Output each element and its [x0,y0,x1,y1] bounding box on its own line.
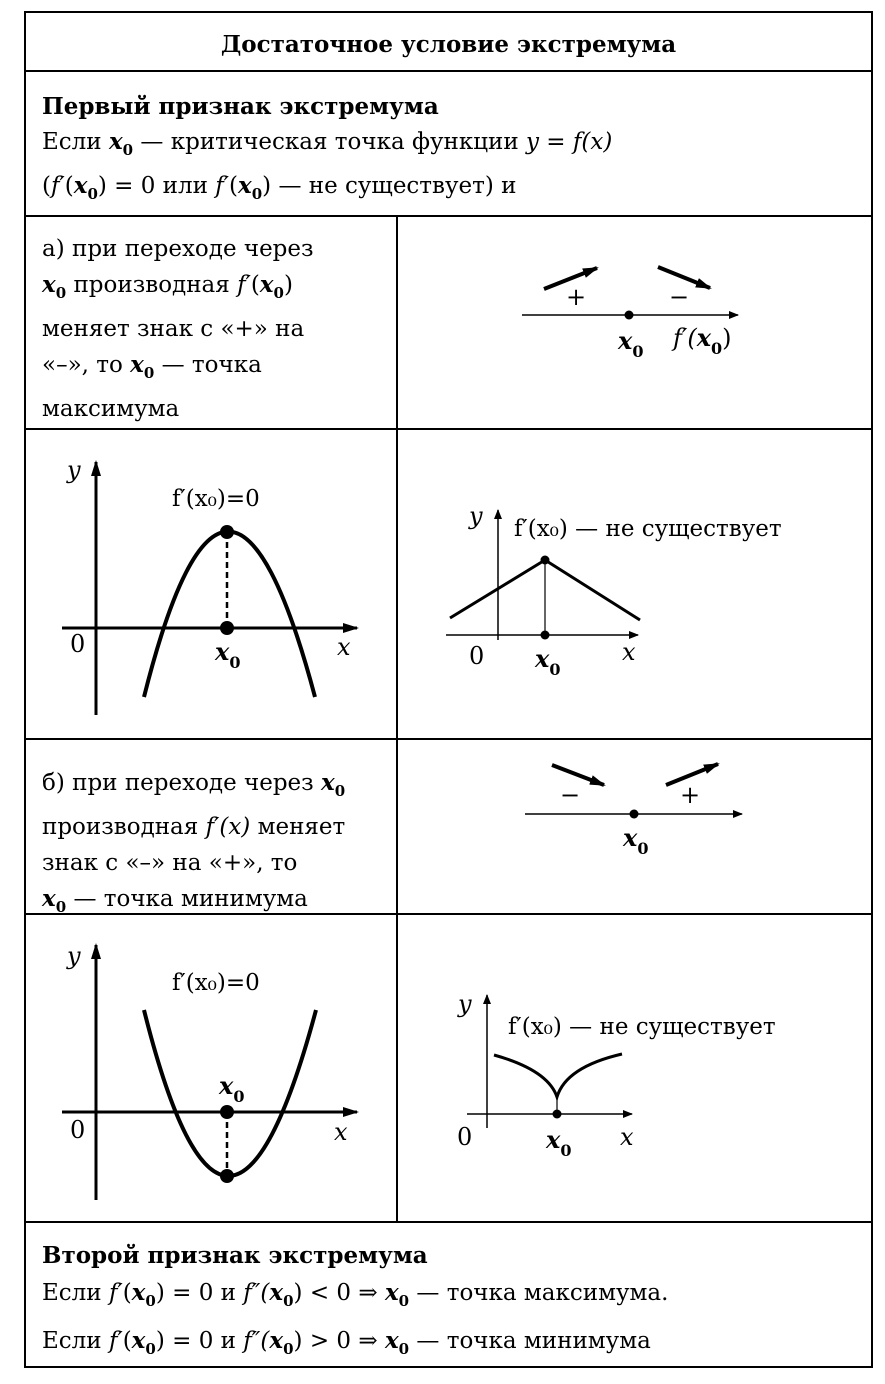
x0-point [541,631,550,640]
x-label: x [622,638,636,666]
x0-label: $x_0$ [215,637,241,672]
case-b-sign-diagram [525,764,742,858]
second-test-row-min: Если $f'(x_0) = 0$ и $f''(x_0) > 0$ ⇒ $x_0$ — точка минимума [42,1327,651,1358]
critical-point [630,810,639,819]
y-label: y [469,502,483,530]
case-b-line: б) при переходе через $x_0$ [42,769,346,800]
min-parabola-graph [62,942,357,1200]
derivative-zero-label: f′(x₀)=0 [172,486,260,512]
max-parabola-graph [62,456,357,715]
derivative-zero-label: f′(x₀)=0 [172,970,260,996]
first-test-heading: Первый признак экстремума [42,93,439,120]
x0-point [220,1105,234,1119]
x0-point [220,621,234,635]
parabola-curve [144,532,315,698]
plus-sign: + [566,283,587,311]
min-point [220,1169,234,1183]
case-a-line: меняет знак с «+» на [42,316,305,342]
x-label: x [337,633,351,661]
second-test-heading: Второй признак экстремума [42,1242,428,1269]
first-test-line2: ($f'(x_0) = 0$ или $f'(x_0)$ — не существует) и [42,172,517,203]
origin-label: 0 [457,1123,473,1151]
case-a-line: $x_0$ производная $f'(x_0)$ [42,271,293,302]
fprime-label: $f'(x_0)$ [673,323,732,358]
table-title: Достаточное условие экстремума [220,31,677,58]
origin-label: 0 [70,630,86,658]
critical-point [625,311,634,320]
x0-point [553,1110,562,1119]
derivative-undefined-label: f′(x₀) — не существует [514,516,782,542]
x-label: x [620,1123,634,1151]
case-b-line: знак с «–» на «+», то [42,850,298,876]
x-label: x [334,1118,348,1146]
max-point [220,525,234,539]
min-cusp-graph [457,990,776,1160]
derivative-undefined-label: f′(x₀) — не существует [508,1014,776,1040]
x0-label: $x_0$ [219,1071,245,1106]
case-b-line: производная f′(x) меняет [42,814,346,840]
y-label: y [67,456,81,484]
minus-sign: − [560,781,581,809]
max-corner-graph [446,502,782,679]
y-label: y [458,990,472,1018]
minus-sign: − [669,283,690,311]
case-a-line: максимума [42,396,180,422]
origin-label: 0 [469,642,485,670]
max-point [541,556,550,565]
y-label: y [67,942,81,970]
first-test-line1: Если $x_0$ — критическая точка функции y = f(x) [42,128,613,159]
case-b-line: $x_0$ — точка минимума [42,885,308,916]
case-a-line: «–», то $x_0$ — точка [42,351,262,382]
case-a-sign-diagram [522,267,738,361]
origin-label: 0 [70,1116,86,1144]
plus-sign: + [680,781,701,809]
x0-label: $x_0$ [623,823,649,858]
x0-label: $x_0$ [618,326,644,361]
case-a-line: а) при переходе через [42,236,314,262]
second-test-row-max: Если $f'(x_0) = 0$ и $f''(x_0) < 0$ ⇒ $x_0$ — точка максимума. [42,1279,669,1310]
x0-label: $x_0$ [535,644,561,679]
x0-label: $x_0$ [546,1125,572,1160]
cusp-curve [494,1054,622,1097]
